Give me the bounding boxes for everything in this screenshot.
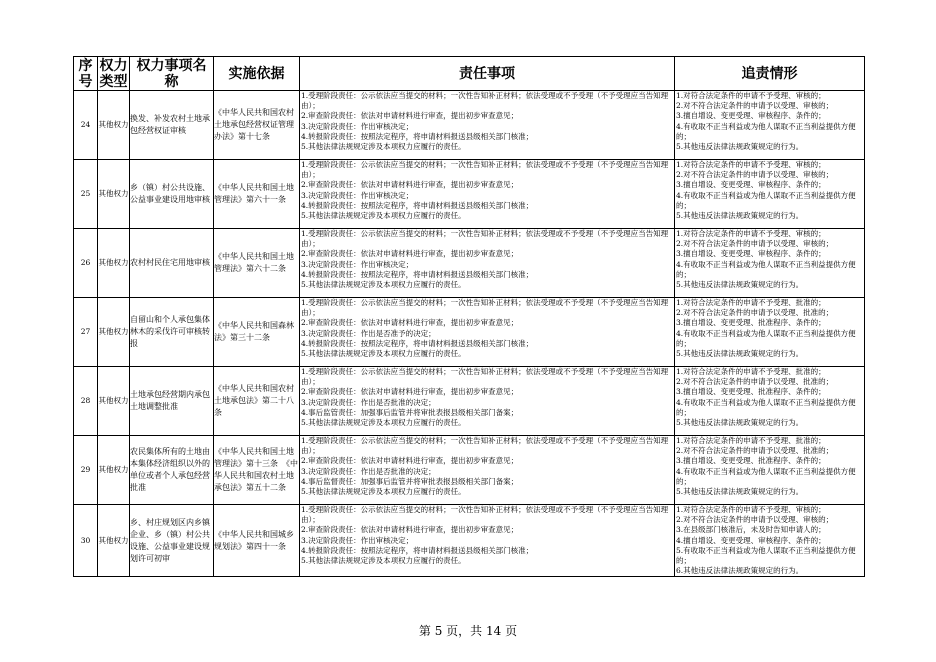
legal-basis: 《中华人民共和国土地管理法》第六十二条 [214, 229, 300, 298]
table-row [74, 91, 865, 160]
accountability-line: 1.对符合法定条件的申请不予受理、批准的； [676, 436, 826, 445]
header-row [74, 57, 865, 91]
accountability-line: 2.对不符合法定条件的申请予以受理、批准的； [676, 377, 834, 387]
accountability-line: 5.其他违反法律法规政策规定的行为。 [676, 487, 804, 497]
accountability-line: 3.擅自增设、变更受理、批准程序、条件的； [676, 318, 826, 328]
responsibility-line: 5.其他法律法规规定涉及本项权力应履行的责任。 [301, 211, 466, 221]
row-number: 29 [74, 436, 98, 505]
power-type: 其他权力 [98, 229, 130, 298]
responsibility-line: 1.受理阶段责任：公示依法应当提交的材料；一次性告知补正材料；依法受理或不予受理（不予受理应当告知理由）； [301, 91, 669, 111]
power-item-name: 乡（镇）村公共设施、公益事业建设用地审核 [130, 160, 214, 229]
accountability-items [675, 298, 865, 367]
responsibility-line: 3.决定阶段责任：作出审核决定； [301, 121, 414, 131]
accountability-line: 5.有收取不正当利益或为他人谋取不正当利益提供方便的； [676, 545, 856, 566]
row-number: 28 [74, 367, 98, 436]
header-basis: 实施依据 [214, 57, 300, 91]
accountability-line: 4.有收取不正当利益或为他人谋取不正当利益提供方便的； [676, 259, 856, 279]
table-row [74, 505, 865, 577]
row-number: 25 [74, 160, 98, 229]
accountability-line: 4.有收取不正当利益或为他人谋取不正当利益提供方便的； [676, 121, 856, 141]
legal-basis: 《中华人民共和国森林法》第三十二条 [214, 298, 300, 367]
accountability-line: 5.其他违反法律法规政策规定的行为。 [676, 211, 804, 221]
responsibility-line: 5.其他法律法规规定涉及本项权力应履行的责任。 [301, 349, 466, 359]
row-number: 27 [74, 298, 98, 367]
responsibility-line: 4.转报阶段责任：按照法定程序，将申请材料报送县级相关部门核准； [301, 200, 534, 210]
accountability-line: 3.擅自增设、变更受理、审核程序、条件的； [676, 111, 826, 121]
power-type: 其他权力 [98, 160, 130, 229]
accountability-line: 4.有收取不正当利益或为他人谋取不正当利益提供方便的； [676, 328, 856, 348]
accountability-line: 5.其他违反法律法规政策规定的行为。 [676, 418, 804, 428]
responsibility-line: 5.其他法律法规规定涉及本项权力应履行的责任。 [301, 487, 466, 497]
accountability-items [675, 160, 865, 229]
row-number: 26 [74, 229, 98, 298]
responsibility-items [300, 436, 675, 505]
header-no: 序号 [74, 57, 98, 91]
responsibility-line: 4.转报阶段责任：按照法定程序，将申请材料报送县级相关部门核准； [301, 545, 534, 555]
responsibility-line: 4.转报阶段责任：按照法定程序，将申请材料报送县级相关部门核准； [301, 269, 534, 279]
accountability-line: 3.擅自增设、变更受理、审核程序、条件的； [676, 180, 826, 190]
accountability-line: 3.在县级部门核准后，未及时告知申请人的； [676, 525, 826, 535]
responsibility-line: 1.受理阶段责任：公示依法应当提交的材料；一次性告知补正材料；依法受理或不予受理（不予受理应当告知理由）； [301, 229, 669, 249]
responsibility-items [300, 367, 675, 436]
legal-basis: 《中华人民共和国土地管理法》第十三条 《中华人民共和国农村土地承包法》第五十二条 [214, 436, 300, 505]
responsibility-items [300, 298, 675, 367]
accountability-line: 2.对不符合法定条件的申请予以受理、审核的； [676, 515, 834, 525]
power-type: 其他权力 [98, 91, 130, 160]
accountability-line: 4.有收取不正当利益或为他人谋取不正当利益提供方便的； [676, 466, 856, 486]
power-type: 其他权力 [98, 367, 130, 436]
accountability-line: 5.其他违反法律法规政策规定的行为。 [676, 142, 804, 152]
header-responsibility: 责任事项 [300, 57, 675, 91]
header-accountability: 追责情形 [675, 57, 865, 91]
responsibility-items [300, 505, 675, 577]
responsibility-line: 2.审查阶段责任：依法对申请材料进行审查，提出初步审查意见； [301, 249, 519, 259]
responsibility-line: 5.其他法律法规规定涉及本项权力应履行的责任。 [301, 142, 466, 152]
accountability-items [675, 367, 865, 436]
accountability-line: 2.对不符合法定条件的申请予以受理、批准的； [676, 308, 834, 318]
responsibility-table [73, 56, 865, 577]
accountability-line: 3.擅自增设、变更受理、批准程序、条件的； [676, 387, 826, 397]
responsibility-line: 3.决定阶段责任：作出审核决定； [301, 535, 414, 545]
responsibility-line: 4.事后监管责任：加强事后监管并将审批表报县级相关部门备案； [301, 407, 519, 417]
responsibility-line: 1.受理阶段责任：公示依法应当提交的材料；一次性告知补正材料；依法受理或不予受理（不予受理应当告知理由）； [301, 505, 669, 525]
row-number: 24 [74, 91, 98, 160]
header-type: 权力类型 [99, 57, 128, 90]
legal-basis: 《中华人民共和国城乡规划法》第四十一条 [214, 505, 300, 577]
responsibility-line: 2.审查阶段责任：依法对申请材料进行审查，提出初步审查意见； [301, 180, 519, 190]
page-number: 第 5 页，共 14 页 [418, 624, 518, 638]
accountability-line: 2.对不符合法定条件的申请予以受理、审核的； [676, 170, 834, 180]
responsibility-line: 2.审查阶段责任：依法对申请材料进行审查，提出初步审查意见； [301, 318, 519, 328]
responsibility-items [300, 229, 675, 298]
accountability-line: 4.有收取不正当利益或为他人谋取不正当利益提供方便的； [676, 397, 856, 417]
accountability-items [675, 505, 865, 577]
accountability-line: 3.擅自增设、变更受理、批准程序、条件的； [676, 456, 826, 466]
accountability-line: 2.对不符合法定条件的申请予以受理、审核的； [676, 239, 834, 249]
responsibility-line: 1.受理阶段责任：公示依法应当提交的材料；一次性告知补正材料；依法受理或不予受理（不予受理应当告知理由）； [301, 367, 669, 387]
power-type: 其他权力 [98, 436, 130, 505]
table-row [74, 298, 865, 367]
power-type: 其他权力 [98, 505, 130, 577]
accountability-line: 1.对符合法定条件的申请不予受理、批准的； [676, 367, 826, 376]
table-row [74, 436, 865, 505]
legal-basis: 《中华人民共和国土地管理法》第六十一条 [214, 160, 300, 229]
responsibility-line: 4.转报阶段责任：按照法定程序，将申请材料报送县级相关部门核准； [301, 131, 534, 141]
accountability-line: 1.对符合法定条件的申请不予受理、审核的； [676, 160, 826, 169]
responsibility-line: 4.转报阶段责任：按照法定程序，将申请材料报送县级相关部门核准； [301, 338, 534, 348]
power-item-name: 乡、村庄规划区内乡镇企业、乡（镇）村公共设施、公益事业建设规划许可初审 [130, 505, 214, 577]
responsibility-line: 3.决定阶段责任：作出是否批准的决定； [301, 466, 436, 476]
responsibility-line: 1.受理阶段责任：公示依法应当提交的材料；一次性告知补正材料；依法受理或不予受理（不予受理应当告知理由）； [301, 436, 669, 456]
accountability-line: 5.其他违反法律法规政策规定的行为。 [676, 349, 804, 359]
power-item-name: 土地承包经营期内承包土地调整批准 [130, 367, 214, 436]
legal-basis: 《中华人民共和国农村土地承包法》第二十八条 [214, 367, 300, 436]
table-row [74, 229, 865, 298]
legal-basis: 《中华人民共和国农村土地承包经营权证管理办法》第十七条 [214, 91, 300, 160]
accountability-line: 2.对不符合法定条件的申请予以受理、批准的； [676, 446, 834, 456]
responsibility-line: 2.审查阶段责任：依法对申请材料进行审查，提出初步审查意见； [301, 387, 519, 397]
accountability-line: 3.擅自增设、变更受理、审核程序、条件的； [676, 249, 826, 259]
accountability-line: 4.有收取不正当利益或为他人谋取不正当利益提供方便的； [676, 190, 856, 210]
responsibility-line: 3.决定阶段责任：作出审核决定； [301, 190, 414, 200]
accountability-line: 5.其他违反法律法规政策规定的行为。 [676, 280, 804, 290]
responsibility-line: 2.审查阶段责任：依法对申请材料进行审查，提出初步审查意见； [301, 456, 519, 466]
table-body [74, 91, 865, 577]
responsibility-items [300, 160, 675, 229]
power-type: 其他权力 [98, 298, 130, 367]
header-item: 权力事项名 称 [130, 57, 214, 91]
accountability-items [675, 436, 865, 505]
responsibility-line: 1.受理阶段责任：公示依法应当提交的材料；一次性告知补正材料；依法受理或不予受理（不予受理应当告知理由）； [301, 160, 669, 180]
power-item-name: 农民集体所有的土地由本集体经济组织以外的单位或者个人承包经营批准 [130, 436, 214, 505]
power-item-name: 农村村民住宅用地审核 [130, 229, 214, 298]
responsibility-line: 3.决定阶段责任：作出审核决定； [301, 259, 414, 269]
accountability-line: 1.对符合法定条件的申请不予受理、批准的； [676, 298, 826, 307]
responsibility-line: 1.受理阶段责任：公示依法应当提交的材料；一次性告知补正材料；依法受理或不予受理（不予受理应当告知理由）； [301, 298, 669, 318]
responsibility-line: 5.其他法律法规规定涉及本项权力应履行的责任。 [301, 418, 466, 428]
responsibility-line: 2.审查阶段责任：依法对申请材料进行审查，提出初步审查意见； [301, 525, 519, 535]
row-number: 30 [74, 505, 98, 577]
responsibility-line: 5.其他法律法规规定涉及本项权力应履行的责任。 [301, 556, 466, 566]
responsibility-line: 5.其他法律法规规定涉及本项权力应履行的责任。 [301, 280, 466, 290]
responsibility-line: 3.决定阶段责任：作出是否批准的决定； [301, 397, 436, 407]
accountability-items [675, 229, 865, 298]
accountability-line: 1.对符合法定条件的申请不予受理、审核的； [676, 91, 826, 100]
accountability-items [675, 91, 865, 160]
table-row [74, 367, 865, 436]
responsibility-line: 2.审查阶段责任：依法对申请材料进行审查，提出初步审查意见； [301, 111, 519, 121]
accountability-line: 2.对不符合法定条件的申请予以受理、审核的； [676, 101, 834, 111]
responsibility-line: 3.决定阶段责任：作出是否准予的决定； [301, 328, 436, 338]
table-row [74, 160, 865, 229]
power-item-name: 换发、补发农村土地承包经营权证审核 [130, 91, 214, 160]
accountability-line: 1.对符合法定条件的申请不予受理、审核的； [676, 505, 826, 514]
accountability-line: 1.对符合法定条件的申请不予受理、审核的； [676, 229, 826, 238]
accountability-line: 6.其他违反法律法规政策规定的行为。 [676, 566, 804, 576]
responsibility-items [300, 91, 675, 160]
responsibility-line: 4.事后监督责任：加强事后监管并将审批表报县级相关部门备案； [301, 476, 519, 486]
accountability-line: 4.擅自增设、变更受理、审核程序、条件的； [676, 535, 826, 545]
power-item-name: 自留山和个人承包集体林木的采伐许可审核转报 [130, 298, 214, 367]
